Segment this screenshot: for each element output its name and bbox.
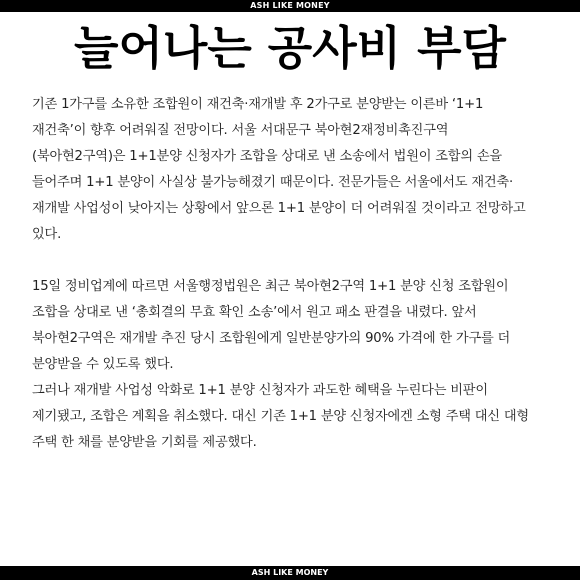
brand-label-top: ASH LIKE MONEY xyxy=(250,1,330,10)
text-line: 들어주며 1+1 분양이 사실상 불가능해졌기 때문이다. 전문가들은 서울에서도 재건축· xyxy=(32,175,513,190)
text-line: 재건축’이 향후 어려워질 전망이다. 서울 서대문구 북아현2재정비촉진구역 xyxy=(32,123,449,138)
page-title: 늘어나는 공사비 부담 xyxy=(74,21,506,75)
paragraph-1 xyxy=(32,92,558,248)
article-body xyxy=(32,92,558,456)
text-line: 재개발 사업성이 낮아지는 상황에서 앞으론 1+1 분양이 더 어려워질 것이라고 전망하고 xyxy=(32,201,526,216)
text-line: 분양받을 수 있도록 했다. xyxy=(32,357,174,372)
paragraph-spacer xyxy=(32,248,558,274)
text-line: 제기됐고, 조합은 계획을 취소했다. 대신 기존 1+1 분양 신청자에겐 소형 주택 대신 대형 xyxy=(32,409,529,424)
bottom-brand-bar xyxy=(0,566,580,580)
text-line: 조합을 상대로 낸 ‘총회결의 무효 확인 소송’에서 원고 패소 판결을 내렸다. 앞서 xyxy=(32,305,477,320)
top-brand-bar xyxy=(0,0,580,12)
text-line: 15일 정비업계에 따르면 서울행정법원은 최근 북아현2구역 1+1 분양 신청 조합원이 xyxy=(32,279,509,294)
text-line: 있다. xyxy=(32,227,62,242)
paragraph-2 xyxy=(32,274,558,456)
brand-label-bottom: ASH LIKE MONEY xyxy=(251,568,329,577)
text-line: 북아현2구역은 재개발 추진 당시 조합원에게 일반분양가의 90% 가격에 한 가구를 더 xyxy=(32,331,511,346)
text-line: 기존 1가구를 소유한 조합원이 재건축·재개발 후 2가구로 분양받는 이른바 ‘1+1 xyxy=(32,97,484,112)
text-line: 주택 한 채를 분양받을 기회를 제공했다. xyxy=(32,435,257,450)
text-line: 그러나 재개발 사업성 악화로 1+1 분양 신청자가 과도한 혜택을 누린다는 비판이 xyxy=(32,383,488,398)
text-line: (북아현2구역)은 1+1분양 신청자가 조합을 상대로 낸 소송에서 법원이 조합의 손을 xyxy=(32,149,502,164)
